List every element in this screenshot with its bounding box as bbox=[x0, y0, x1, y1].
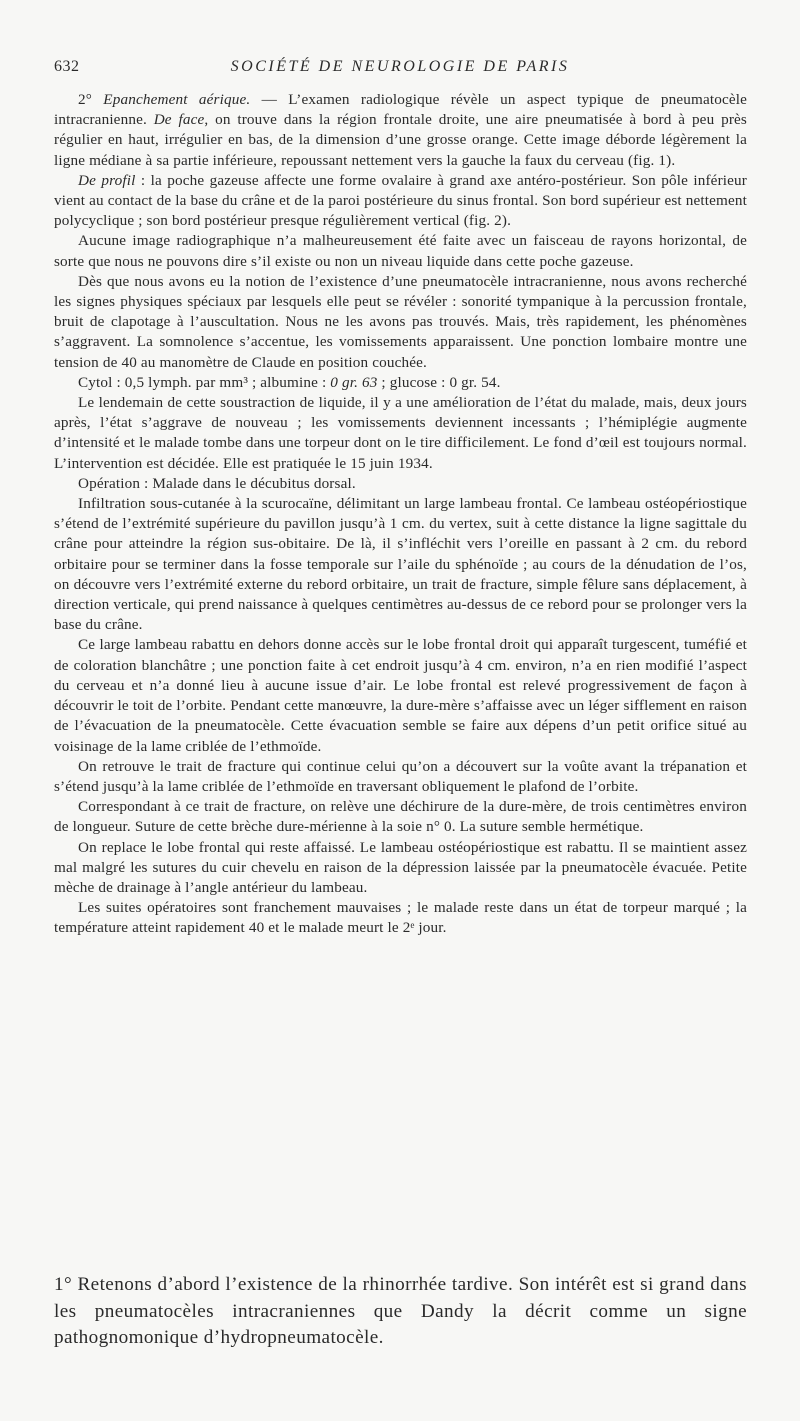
paragraph-text: Correspondant à ce trait de fracture, on relève une déchirure de la dure-mère, de trois centimètres environ de longueur. Suture de cette brèche dure-mérienne à la soie n° 0. La suture semble hermétique. bbox=[54, 798, 747, 836]
paragraph bbox=[54, 797, 747, 837]
paragraph-text: — L’examen radiologique révèle un aspect typique de pneumatocèle intracranienne. bbox=[54, 91, 748, 129]
paragraph-text: Le lendemain de cette soustraction de liquide, il y a une amélioration de l’état du malade, mais, deux jours après, l’état s’aggrave de nouveau ; les vomissements deviennent incessants ; l’hémiplégie augmente d’intensité et le malade tombe dans une torpeur dont on le tire difficilement. Le fond d’œil est toujours normal. L’intervention est décidée. Elle est pratiquée le 15 juin 1934. bbox=[54, 394, 747, 472]
item-number: 2° bbox=[78, 91, 104, 108]
section-heading: Epanchement aérique. bbox=[103, 91, 251, 108]
paragraph-text: Ce large lambeau rabattu en dehors donne accès sur le lobe frontal droit qui apparaît turgescent, tuméfié et de coloration blanchâtre ; une ponction faite à cet endroit jusqu’à 4 cm. environ, n’a en rien modifié l’aspect du cerveau et n’a donné lieu à aucune issue d’air. Le lobe frontal est relevé progressivement de façon à découvrir le toit de l’orbite. Pendant cette manœuvre, la dure-mère s’affaisse avec un léger sifflement en raison de l’évacuation de la pneumatocèle. Cette évacuation semble se faire aux dépens d’un petit orifice situé au voisinage de la lame criblée de l’ethmoïde. bbox=[54, 636, 747, 755]
paragraph bbox=[54, 838, 747, 899]
paragraph bbox=[54, 635, 747, 756]
paragraph-text: : la poche gazeuse affecte une forme ovalaire à grand axe antéro-postérieur. Son pôle inférieur vient au contact de la base du crâne et de la paroi postérieure du sinus frontal. Son bord supérieur est nettement polycyclique ; son bord postérieur presque régulièrement vertical (fig. 2). bbox=[54, 171, 747, 230]
paragraph-text: , on trouve dans la région frontale droite, une aire pneumatisée à bord à peu près régulier en haut, irrégulier en bas, de la dimension d’une grosse orange. Cette image déborde légèrement la ligne médiane à sa partie inférieure, repoussant nettement vers la gauche la faux du cerveau (fig. 1). bbox=[54, 111, 747, 169]
paragraph-text: Les suites opératoires sont franchement mauvaises ; le malade reste dans un état de torpeur marqué ; la température atteint rapidement 40 et le malade meurt le 2ᵉ jour. bbox=[54, 899, 747, 937]
italic-term: De face bbox=[153, 111, 205, 129]
page-number: 632 bbox=[54, 58, 80, 75]
paragraph bbox=[54, 272, 747, 373]
running-title: SOCIÉTÉ DE NEUROLOGIE DE PARIS bbox=[230, 58, 570, 75]
conclusion-section bbox=[54, 1272, 747, 1352]
body-text bbox=[54, 90, 747, 939]
paragraph-text: Cytol : 0,5 lymph. par mm³ ; albumine : bbox=[78, 373, 331, 391]
paragraph bbox=[54, 494, 747, 635]
paragraph-text: Infiltration sous-cutanée à la scurocaïne, délimitant un large lambeau frontal. Ce lambeau ostéopériostique s’étend de l’extrémité supérieure du pavillon jusqu’à 1 cm. du vertex, suit à cette distance la ligne sagittale du crâne pour atteindre la région sus-obitaire. De là, il s’infléchit vers l’oreille en passant à 2 cm. du rebord orbitaire pour se terminer dans la fosse temporale sur l’aile du sphénoïde ; au cours de la dénudation de l’os, on découvre vers l’extrémité externe du rebord orbitaire, un trait de fracture, simple fêlure sans déplacement, à direction verticale, qui prend naissance à quelques centimètres au-dessus de ce rebord pour se prolonger vers la base du crâne. bbox=[54, 495, 747, 634]
paragraph bbox=[54, 231, 747, 271]
paragraph bbox=[54, 90, 747, 171]
paragraph-text: Opération : Malade dans le décubitus dorsal. bbox=[78, 474, 356, 492]
paragraph bbox=[54, 393, 747, 474]
italic-term: 0 gr. 63 bbox=[330, 373, 378, 391]
paragraph bbox=[54, 373, 747, 393]
italic-term: De profil bbox=[78, 171, 136, 189]
paragraph bbox=[54, 898, 747, 938]
conclusion-paragraph: 1° Retenons d’abord l’existence de la rhinorrhée tardive. Son intérêt est si grand dans les pneumatocèles intracraniennes que Dandy la décrit comme un signe pathognomonique d’hydropneumatocèle. bbox=[54, 1274, 747, 1348]
paragraph-text: On replace le lobe frontal qui reste affaissé. Le lambeau ostéopériostique est rabattu. Il se maintient assez mal malgré les sutures du cuir chevelu en raison de la dépression laissée par la pneumatocèle évacuée. Petite mèche de drainage à l’angle antérieur du lambeau. bbox=[54, 838, 747, 896]
paragraph-text: Dès que nous avons eu la notion de l’existence d’une pneumatocèle intracranienne, nous avons recherché les signes physiques spéciaux par lesquels elle peut se révéler : sonorité tympanique à la percussion frontale, bruit de clapotage à l’auscultation. Nous ne les avons pas trouvés. Mais, très rapidement, les phénomènes s’aggravent. La somnolence s’accentue, les vomissements apparaissent. Une ponction lombaire montre une tension de 40 au manomètre de Claude en position couchée. bbox=[54, 272, 747, 371]
paragraph-text: ; glucose : 0 gr. 54. bbox=[377, 373, 501, 391]
paragraph bbox=[54, 171, 747, 232]
paragraph bbox=[54, 757, 747, 797]
page-header bbox=[54, 58, 746, 82]
paragraph-text: Aucune image radiographique n’a malheureusement été faite avec un faisceau de rayons horizontal, de sorte que nous ne pouvons dire s’il existe ou non un niveau liquide dans cette poche gazeuse. bbox=[54, 232, 747, 270]
paragraph-text: On retrouve le trait de fracture qui continue celui qu’on a découvert sur la voûte avant la trépanation et s’étend jusqu’à la lame criblée de l’ethmoïde en traversant obliquement le plafond de l’orbite. bbox=[54, 757, 747, 795]
paragraph bbox=[54, 474, 747, 494]
